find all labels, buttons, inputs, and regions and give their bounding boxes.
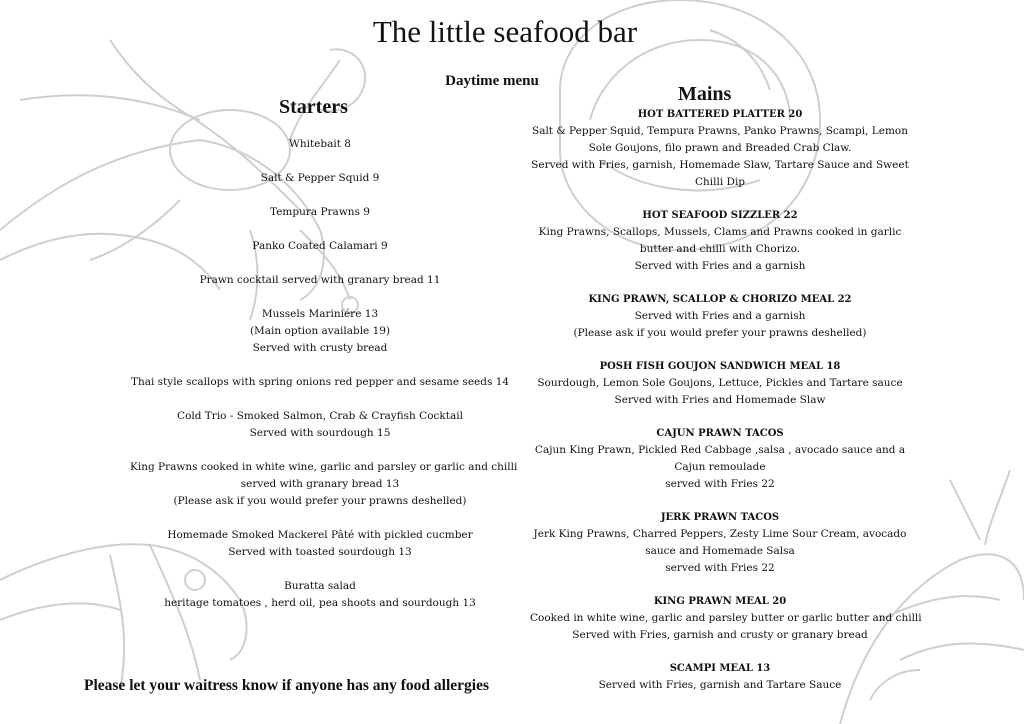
starters-list xyxy=(130,136,518,629)
main-line: Salt & Pepper Squid, Tempura Prawns, Panko Prawns, Scampi, Lemon xyxy=(532,125,908,137)
mains-heading: Mains xyxy=(678,83,732,105)
starter-item xyxy=(130,374,510,391)
starter-item xyxy=(130,459,518,510)
starter-line: Served with crusty bread xyxy=(252,342,388,354)
main-line: Served with Fries, garnish and Tartare Sauce xyxy=(598,679,842,691)
main-line: Served with Fries, garnish and crusty or granary bread xyxy=(572,629,868,641)
main-line: Served with Fries and a garnish xyxy=(634,260,806,272)
starter-item xyxy=(130,204,510,221)
starter-line: Served with sourdough 15 xyxy=(249,427,391,439)
main-item xyxy=(530,358,910,409)
starter-line: served with granary bread 13 xyxy=(240,478,400,490)
main-item xyxy=(530,660,910,694)
starter-item xyxy=(130,527,510,561)
main-line: (Please ask if you would prefer your prawns deshelled) xyxy=(573,327,867,339)
main-item xyxy=(530,425,910,493)
starter-line: (Please ask if you would prefer your prawns deshelled) xyxy=(173,495,467,507)
main-item-name: SCAMPI MEAL 13 xyxy=(669,663,771,674)
starter-line: Homemade Smoked Mackerel Pâté with pickled cucmber xyxy=(167,529,473,541)
starter-line: Tempura Prawns 9 xyxy=(270,206,370,218)
main-item-name: KING PRAWN, SCALLOP & CHORIZO MEAL 22 xyxy=(588,294,852,305)
main-line: Cajun King Prawn, Pickled Red Cabbage ,salsa , avocado sauce and a xyxy=(534,444,906,456)
allergy-notice: Please let your waitress know if anyone has any food allergies xyxy=(84,677,490,694)
mains-list xyxy=(530,106,922,710)
starter-line: Mussels Mariniére 13 xyxy=(261,308,379,320)
main-line: served with Fries 22 xyxy=(665,478,775,490)
starter-item xyxy=(130,408,510,442)
starter-line: (Main option available 19) xyxy=(249,325,391,337)
main-line: Served with Fries, garnish, Homemade Slaw, Tartare Sauce and Sweet xyxy=(531,159,909,171)
main-item-name: HOT BATTERED PLATTER 20 xyxy=(637,109,803,120)
main-line: King Prawns, Scallops, Mussels, Clams and Prawns cooked in garlic xyxy=(538,226,902,238)
main-item xyxy=(530,106,910,191)
starter-line: Prawn cocktail served with granary bread 11 xyxy=(199,274,441,286)
starter-item xyxy=(130,578,510,612)
starter-line: King Prawns cooked in white wine, garlic and parsley or garlic and chilli xyxy=(130,461,518,473)
menu-title: The little seafood bar xyxy=(372,14,638,49)
menu-subtitle: Daytime menu xyxy=(445,73,539,89)
main-line: Cajun remoulade xyxy=(674,461,766,473)
starter-line: Thai style scallops with spring onions red pepper and sesame seeds 14 xyxy=(130,376,510,388)
starter-item xyxy=(130,272,510,289)
starter-line: Buratta salad xyxy=(284,580,356,592)
main-line: Chilli Dip xyxy=(694,176,746,188)
starter-line: Panko Coated Calamari 9 xyxy=(252,240,388,252)
main-item xyxy=(530,509,910,577)
main-line: served with Fries 22 xyxy=(665,562,775,574)
main-line: sauce and Homemade Salsa xyxy=(645,545,795,557)
starter-line: heritage tomatoes , herd oil, pea shoots and sourdough 13 xyxy=(164,597,476,609)
main-item-name: POSH FISH GOUJON SANDWICH MEAL 18 xyxy=(599,361,841,372)
starter-item xyxy=(130,238,510,255)
main-line: Sourdough, Lemon Sole Goujons, Lettuce, Pickles and Tartare sauce xyxy=(537,377,903,389)
starters-heading: Starters xyxy=(279,96,348,118)
starter-item xyxy=(130,136,510,153)
starter-line: Whitebait 8 xyxy=(289,138,351,150)
main-line: Served with Fries and Homemade Slaw xyxy=(614,394,826,406)
main-item xyxy=(530,291,910,342)
starter-line: Salt & Pepper Squid 9 xyxy=(260,172,380,184)
main-item-name: HOT SEAFOOD SIZZLER 22 xyxy=(642,210,798,221)
starter-item xyxy=(130,306,510,357)
main-line: Sole Goujons, filo prawn and Breaded Crab Claw. xyxy=(588,142,852,154)
main-line: Jerk King Prawns, Charred Peppers, Zesty Lime Sour Cream, avocado xyxy=(533,528,907,540)
main-line: Served with Fries and a garnish xyxy=(634,310,806,322)
starter-line: Cold Trio - Smoked Salmon, Crab & Crayfish Cocktail xyxy=(177,410,463,422)
main-item-name: JERK PRAWN TACOS xyxy=(660,512,780,523)
main-item-name: KING PRAWN MEAL 20 xyxy=(653,596,787,607)
main-item xyxy=(530,593,922,644)
starter-item xyxy=(130,170,510,187)
main-item-name: CAJUN PRAWN TACOS xyxy=(656,428,784,439)
main-line: Cooked in white wine, garlic and parsley butter or garlic butter and chilli xyxy=(530,612,922,624)
main-line: butter and chilli with Chorizo. xyxy=(639,243,801,255)
main-item xyxy=(530,207,910,275)
starter-line: Served with toasted sourdough 13 xyxy=(228,546,412,558)
